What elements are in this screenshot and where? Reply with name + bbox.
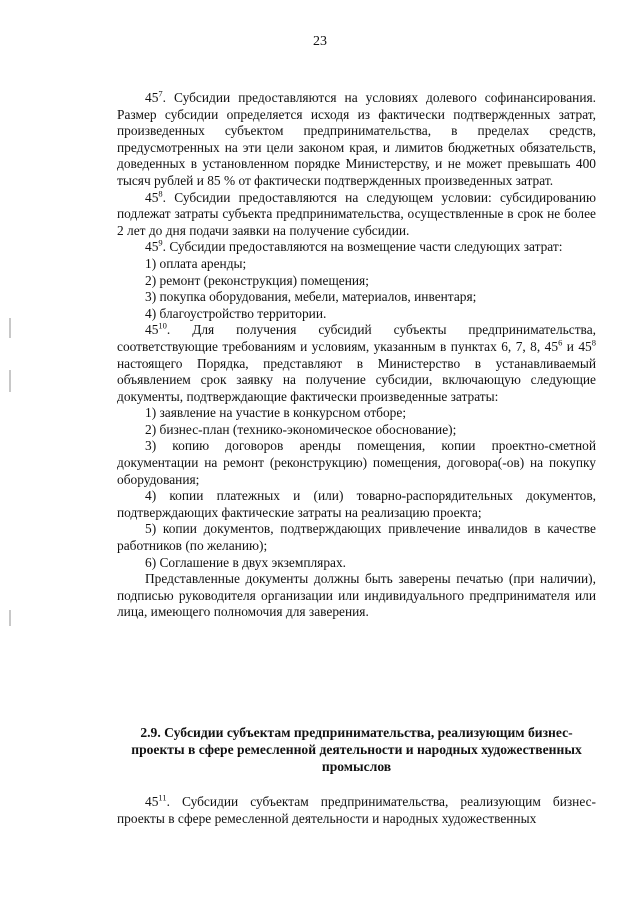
clause-number: 45 (145, 794, 159, 809)
paragraph-45-10 (117, 322, 596, 405)
margin-scan-mark (9, 318, 11, 338)
margin-scan-mark (9, 610, 11, 626)
clause-text: . Субсидии предоставляются на следующем условии: субсидированию подлежат затраты субъекта предпринимательства, осуществленные в срок не более 2 лет до дня подачи заявки на получение субсидии. (117, 189, 596, 238)
clause-text: . Субсидии предоставляются на условиях долевого софинансирования. Размер субсидии определяется исходя из фактически подтвержденных затрат, произведенных субъектом предпринимательства, в пределах средств, предусмотренных на эти цели законом края, и лимитов бюджетных обязательств, доведенных в установленном порядке Министерству, и не может превышать 400 тысяч рублей и 85 % от фактически подтвержденных произведенных затрат. (117, 90, 596, 188)
paragraph-45-7 (117, 90, 596, 190)
paragraph-45-8 (117, 190, 596, 240)
clause-number: 45 (145, 189, 159, 205)
document-body-continued (117, 794, 596, 827)
list-item: 4) благоустройство территории. (145, 305, 327, 321)
list-item: 5) копии документов, подтверждающих привлечение инвалидов в качестве работников (по желанию); (117, 521, 596, 554)
section-heading: 2.9. Субсидии субъектам предпринимательства, реализующим бизнес-проекты в сфере ремесленной деятельности и народных художественных промыслов (131, 725, 582, 774)
reference-superscript: 6 (558, 337, 563, 348)
clause-number: 45 (145, 90, 159, 105)
clause-number: 45 (145, 322, 159, 338)
list-item: 3) копию договоров аренды помещения, копии проектно-сметной документации на ремонт (реконструкцию) помещения, договора(-ов) на покупку оборудования; (117, 438, 596, 487)
clause-text: . Субсидии субъектам предпринимательства, реализующим бизнес-проекты в сфере ремесленной деятельности и народных художественных (117, 794, 596, 826)
list-item: 2) бизнес-план (технико-экономическое обоснование); (145, 421, 457, 437)
clause-text: . Для получения субсидий субъекты предпринимательства, соответствующие требованиям и условиям, указанным в пунктах 6, 7, 8, 45 (117, 322, 596, 354)
list-item: 2) ремонт (реконструкция) помещения; (145, 272, 369, 288)
clause-superscript: 8 (158, 188, 163, 199)
list-item: 1) оплата аренды; (145, 255, 247, 271)
clause-text: . Субсидии предоставляются на возмещение части следующих затрат: (162, 239, 563, 255)
clause-superscript: 7 (158, 88, 163, 99)
list-item: 4) копии платежных и (или) товарно-распорядительных документов, подтверждающих фактические затраты на реализацию проекта; (117, 488, 596, 520)
document-body (117, 90, 596, 621)
clause-superscript: 9 (158, 237, 163, 248)
list-item: 6) Соглашение в двух экземплярах. (145, 554, 347, 570)
page-number: 23 (313, 34, 327, 49)
margin-scan-mark (9, 370, 11, 392)
paragraph-45-11 (117, 794, 596, 827)
clause-text: настоящего Порядка, представляют в Министерство в устанавливаемый объявлением срок заявку на получение субсидии, включающую следующие документы, подтверждающие фактически произведенные затраты: (117, 355, 596, 404)
clause-superscript: 10 (158, 320, 167, 331)
reference-superscript: 8 (591, 337, 596, 348)
clause-text: и 45 (562, 338, 592, 354)
list-item: 1) заявление на участие в конкурсном отборе; (145, 405, 407, 421)
paragraph-45-9 (117, 239, 596, 256)
list-item: 3) покупка оборудования, мебели, материалов, инвентаря; (145, 289, 477, 305)
clause-superscript: 11 (158, 792, 167, 803)
clause-number: 45 (145, 239, 159, 255)
paragraph-certification: Представленные документы должны быть заверены печатью (при наличии), подписью руководителя организации или индивидуального предпринимателя или лица, имеющего полномочия для заверения. (117, 571, 596, 620)
